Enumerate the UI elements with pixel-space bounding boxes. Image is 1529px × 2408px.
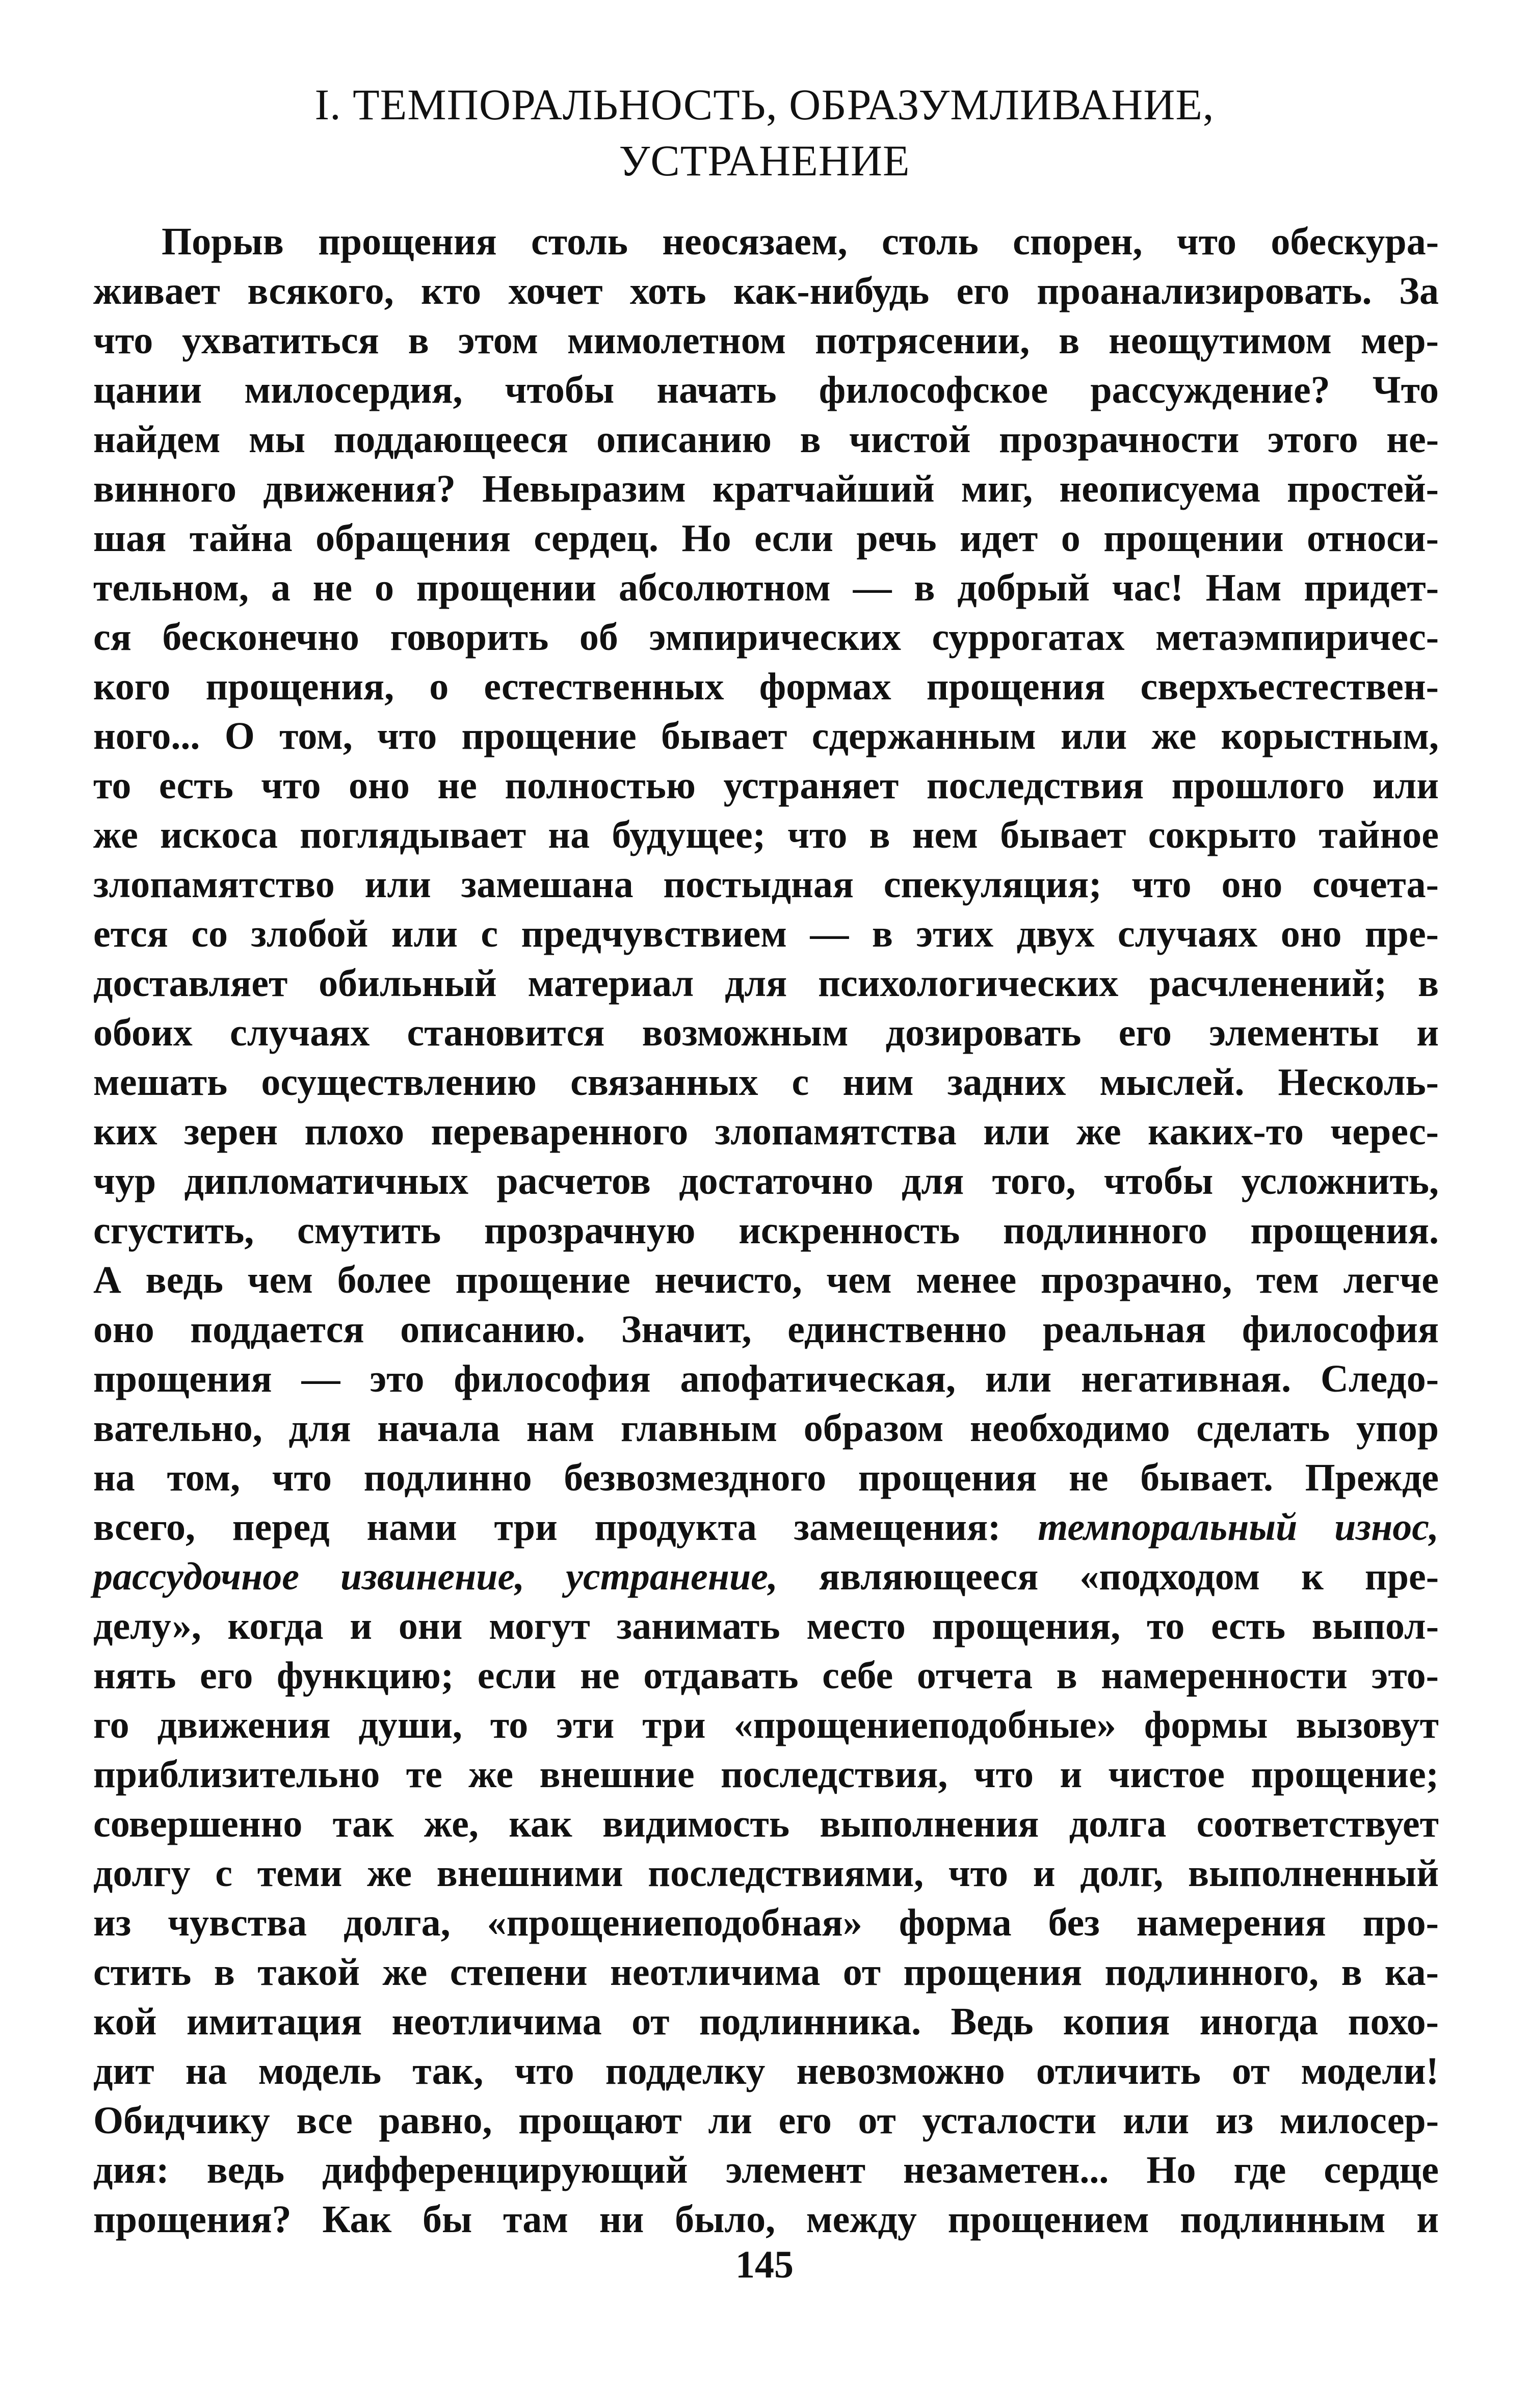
text-line: злопамятство или замешана постыдная спекуляция; что оно сочета- [93, 863, 1439, 906]
text-line: приблизительно те же внешние последствия, что и чистое прощение; [93, 1753, 1439, 1796]
text-line: ся бесконечно говорить об эмпирических суррогатах метаэмпиричес- [93, 616, 1439, 659]
text-line: го движения души, то эти три «прощениеподобные» формы вызовут [93, 1704, 1439, 1746]
chapter-heading-line-2: УСТРАНЕНИЕ [619, 136, 910, 185]
text-line: шая тайна обращения сердец. Но если речь идет о прощении относи- [93, 517, 1439, 560]
text-line: же искоса поглядывает на будущее; что в нем бывает сокрыто тайное [93, 814, 1439, 856]
text-line: сгустить, смутить прозрачную искренность подлинного прощения. [93, 1209, 1439, 1252]
text-line: вательно, для начала нам главным образом необходимо сделать упор [93, 1407, 1439, 1450]
text-line: кой имитация неотличима от подлинника. Ведь копия иногда похо- [93, 2000, 1439, 2043]
text-line-mixed [93, 1503, 1439, 1552]
text-line: ного... О том, что прощение бывает сдержанным или же корыстным, [93, 715, 1439, 757]
text-segment: всего, перед нами три продукта замещения: [93, 1506, 1038, 1549]
text-line: что ухватиться в этом мимолетном потрясении, в неощутимом мер- [93, 319, 1439, 362]
body-text [93, 217, 1439, 2244]
text-line: цании милосердия, чтобы начать философское рассуждение? Что [93, 369, 1439, 411]
text-line: дия: ведь дифференцирующий элемент незаметен... Но где сердце [93, 2149, 1439, 2191]
page-number: 145 [735, 2243, 794, 2286]
text-line: оно поддается описанию. Значит, единственно реальная философия [93, 1308, 1439, 1351]
text-line: обоих случаях становится возможным дозировать его элементы и [93, 1011, 1439, 1054]
text-line: из чувства долга, «прощениеподобная» форма без намерения про- [93, 1901, 1439, 1944]
text-line: Порыв прощения столь неосязаем, столь спорен, что обескура- [162, 220, 1439, 263]
text-line: прощения — это философия апофатическая, или негативная. Следо- [93, 1357, 1439, 1400]
italic-term: темпоральный износ, [1038, 1506, 1439, 1549]
text-line: найдем мы поддающееся описанию в чистой прозрачности этого не- [93, 418, 1439, 461]
text-segment: являющееся «подходом к пре- [777, 1555, 1439, 1598]
text-line: ких зерен плохо переваренного злопамятства или же каких-то черес- [93, 1110, 1439, 1153]
text-line: живает всякого, кто хочет хоть как-нибудь его проанализировать. За [93, 270, 1439, 312]
text-line: кого прощения, о естественных формах прощения сверхъестествен- [93, 665, 1439, 708]
text-line: то есть что оно не полностью устраняет последствия прошлого или [93, 764, 1439, 807]
chapter-heading-line-1: I. ТЕМПОРАЛЬНОСТЬ, ОБРАЗУМЛИВАНИЕ, [314, 80, 1215, 129]
text-line: дит на модель так, что подделку невозможно отличить от модели! [93, 2050, 1439, 2092]
text-line: на том, что подлинно безвозмездного прощения не бывает. Прежде [93, 1456, 1439, 1499]
text-line: долгу с теми же внешними последствиями, что и долг, выполненный [93, 1852, 1439, 1895]
text-line-mixed [93, 1552, 1439, 1602]
text-line: винного движения? Невыразим кратчайший миг, неописуема простей- [93, 467, 1439, 510]
text-line: делу», когда и они могут занимать место прощения, то есть выпол- [93, 1605, 1439, 1647]
text-line: А ведь чем более прощение нечисто, чем менее прозрачно, тем легче [93, 1259, 1439, 1301]
text-line: прощения? Как бы там ни было, между прощением подлинным и [93, 2198, 1439, 2241]
text-line: мешать осуществлению связанных с ним задних мыслей. Несколь- [93, 1061, 1439, 1104]
text-line: совершенно так же, как видимость выполнения долга соответствует [93, 1802, 1439, 1845]
text-line: чур дипломатичных расчетов достаточно для того, чтобы усложнить, [93, 1160, 1439, 1202]
text-line: тельном, а не о прощении абсолютном — в добрый час! Нам придет- [93, 566, 1439, 609]
text-line: ется со злобой или с предчувствием — в этих двух случаях оно пре- [93, 912, 1439, 955]
text-line: доставляет обильный материал для психологических расчленений; в [93, 962, 1439, 1005]
chapter-heading [92, 76, 1437, 189]
text-line: стить в такой же степени неотличима от прощения подлинного, в ка- [93, 1951, 1439, 1994]
text-line: Обидчику все равно, прощают ли его от усталости или из милосер- [93, 2099, 1439, 2142]
italic-term: рассудочное извинение, устранение, [93, 1555, 778, 1598]
text-line: нять его функцию; если не отдавать себе отчета в намеренности это- [93, 1654, 1439, 1697]
